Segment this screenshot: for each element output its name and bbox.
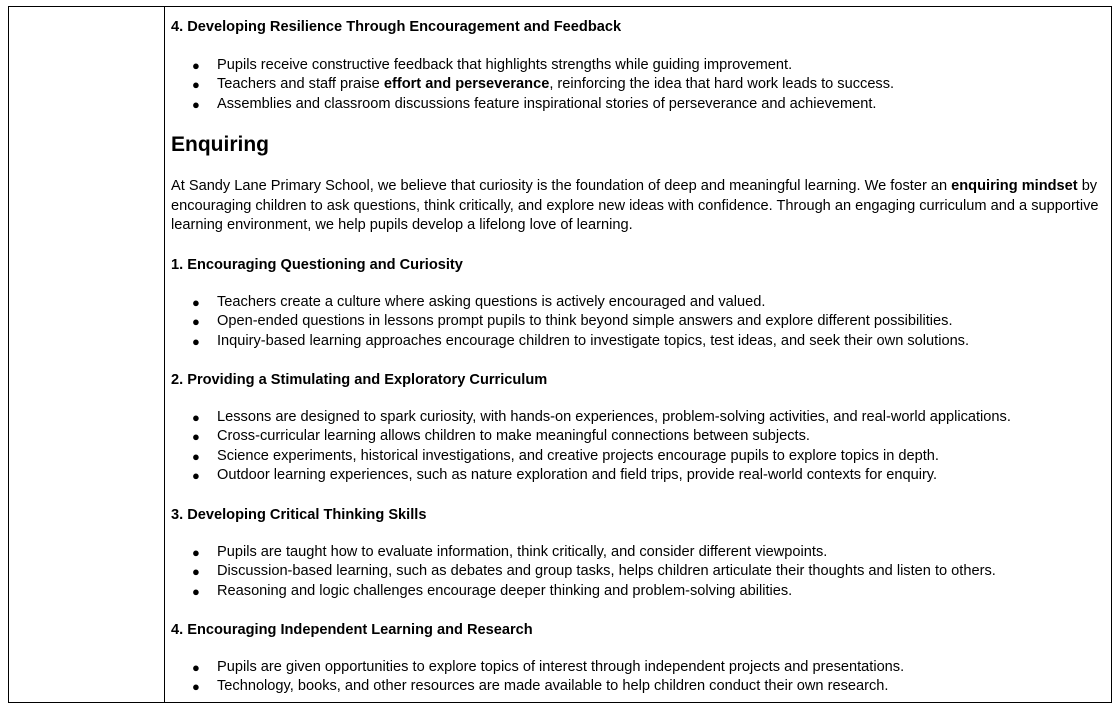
list-item: ● Pupils are given opportunities to explore topics of interest through independent projects and presentations. [192, 659, 905, 675]
section-heading-resilience: 4. Developing Resilience Through Encouragement and Feedback [171, 19, 622, 35]
list-item: ● Lessons are designed to spark curiosity, with hands-on experiences, problem-solving activities, and real-world applications. [192, 409, 1011, 425]
list-item: ● Technology, books, and other resources are made available to help children conduct their own research. [192, 678, 889, 695]
list-item: ● Teachers create a culture where asking questions is actively encouraged and valued. [192, 294, 766, 310]
intro-paragraph: At Sandy Lane Primary School, we believe that curiosity is the foundation of deep and meaningful learning. We foster an enquiring mindset by encouraging children to ask questions, think critically, and explore new ideas with confidence. Through an engaging curriculum and a supportive learning environment, we help pupils develop a lifelong love of learning. [171, 178, 1099, 234]
list-item: ● Pupils receive constructive feedback that highlights strengths while guiding improvement. [192, 57, 793, 73]
list-item: ● Open-ended questions in lessons prompt pupils to think beyond simple answers and explore different possibilities. [192, 313, 953, 330]
section-heading-questioning: 1. Encouraging Questioning and Curiosity [171, 257, 463, 273]
bullet-list-questioning [165, 293, 969, 351]
list-item: ● Inquiry-based learning approaches encourage children to investigate topics, test ideas, and seek their own solutions. [192, 332, 970, 349]
document-table [8, 6, 1112, 703]
list-item: ● Outdoor learning experiences, such as nature exploration and field trips, provide real-world contexts for enquiry. [192, 467, 938, 484]
list-item: ● Cross-curricular learning allows children to make meaningful connections between subjects. [192, 428, 810, 445]
table-content-cell [165, 7, 1111, 702]
list-item: ● Science experiments, historical investigations, and creative projects encourage pupils to explore topics in depth. [192, 447, 939, 464]
bullet-list-critical-thinking [165, 543, 996, 601]
bullet-list-independent-learning [165, 658, 904, 697]
table-left-cell [9, 7, 165, 702]
list-item: ● Discussion-based learning, such as debates and group tasks, helps children articulate their thoughts and listen to others. [192, 563, 996, 580]
bullet-list-resilience [165, 56, 894, 114]
list-item: ● Teachers and staff praise effort and perseverance, reinforcing the idea that hard work leads to success. [192, 76, 895, 93]
section-heading-critical-thinking: 3. Developing Critical Thinking Skills [171, 507, 427, 523]
section-title-enquiring: Enquiring [171, 133, 269, 156]
section-heading-independent-learning: 4. Encouraging Independent Learning and Research [171, 622, 533, 638]
bullet-list-curriculum [165, 408, 1011, 486]
list-item: ● Pupils are taught how to evaluate information, think critically, and consider different viewpoints. [192, 544, 828, 560]
list-item: ● Reasoning and logic challenges encourage deeper thinking and problem-solving abilities. [192, 582, 793, 599]
list-item: ● Assemblies and classroom discussions feature inspirational stories of perseverance and achievement. [192, 95, 877, 112]
section-heading-curriculum: 2. Providing a Stimulating and Exploratory Curriculum [171, 372, 548, 388]
